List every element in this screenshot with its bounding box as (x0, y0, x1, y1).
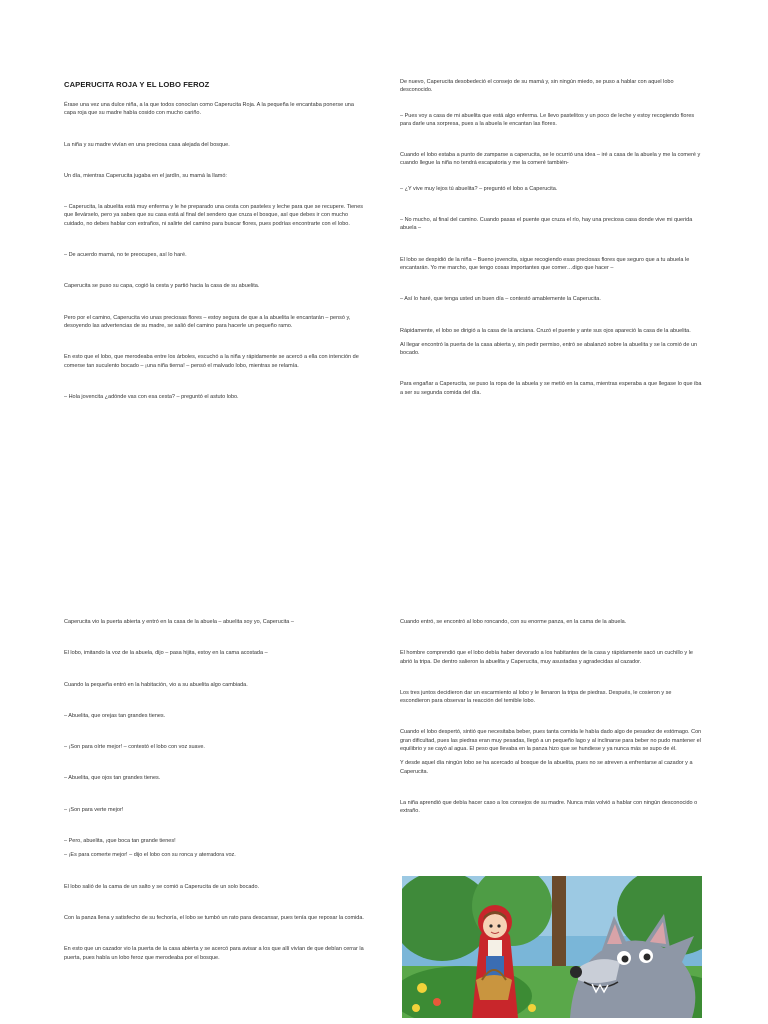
paragraph: Para engañar a Caperucita, se puso la ropa de la abuela y se metió en la cama, mientras esperaba a que llegase lo que iba a ser su segunda comida del día. (400, 381, 702, 396)
paragraph: – ¡Son para oírte mejor! – contestó el lobo con voz suave. (64, 744, 205, 751)
paragraph: Un día, mientras Caperucita jugaba en el jardín, su mamá la llamó: (64, 172, 227, 179)
page1-right-column (400, 78, 702, 397)
red-riding-hood-and-wolf-illustration-icon (402, 876, 702, 1018)
paragraph: El lobo salió de la cama de un salto y se comió a Caperucita de un solo bocado. (64, 883, 260, 890)
paragraph: – Caperucita, la abuelita está muy enferma y le he preparado una cesta con pasteles y leche para que se recupere. Tienes que llevárselo, pero ya sabes que su casa está al final del sendero que cruza el bosque, así que debes ir con mucho cuidado, no debes hablar con extraños, ni salirte del camino para buscar flores, pues podrías encontrarte con el lobo. (64, 204, 364, 227)
paragraph: – Hola jovencita ¿adónde vas con esa cesta? – preguntó el astuto lobo. (64, 393, 239, 400)
paragraph: Los tres juntos decidieron dar un escarmiento al lobo y le llenaron la tripa de piedras. Después, le cosieron y se escondieron para observar la reacción del temible lobo. (400, 689, 672, 705)
page2-left-column (64, 618, 366, 962)
paragraph: En esto que el lobo, que merodeaba entre los árboles, escuchó a la niña y rápidamente se acercó a ella con intención de comerse tan suculento bocado – ¡una niña tierna! – pensó el malvado lobo, mientras se relamía. (64, 354, 359, 369)
document-title: CAPERUCITA ROJA Y EL LOBO FEROZ (64, 80, 210, 89)
paragraph: Cuando el lobo estaba a punto de zamparse a caperucita, se le ocurrió una idea – iré a casa de la abuela y me la comeré y cuando llegue la niña no tendrá escapatoria y me la comeré también- (400, 152, 701, 167)
paragraph: Pero por el camino, Caperucita vio unas preciosas flores – estoy segura de que a la abuelita le encantarán – pensó y, desoyendo las advertencias de su madre, se salió del camino para hacerle un pequeño ramo. (64, 314, 351, 329)
paragraph: – ¡Son para verte mejor! (64, 806, 124, 813)
paragraph: Cuando el lobo despertó, sintió que necesitaba beber, pues tanta comida le había dado algo de pesadez de estómago. Con gran dificultad, pues las piedras eran muy pesadas, llegó a un pequeño lago y al inclinarse para beber no pudo mantener el equilibrio y se cayó al agua. El peso que llevaba en la panza hizo que se hundiese y ya nunca más se supo de él. (400, 729, 702, 753)
paragraph: – Abuelita, que ojos tan grandes tienes. (64, 775, 161, 782)
paragraph: – Así lo haré, que tenga usted un buen día – contestó amablemente la Caperucita. (400, 296, 601, 303)
paragraph: La niña aprendió que debía hacer caso a los consejos de su madre. Nunca más volvió a hablar con ningún desconocido o extraño. (400, 799, 698, 815)
paragraph: – ¡Es para comerte mejor! – dijo el lobo con su ronca y aterradora voz. (64, 852, 236, 859)
paragraph: Érase una vez una dulce niña, a la que todos conocían como Caperucita Roja. A la pequeña le encantaba ponerse una capa roja que su madre había cosido con mucho cariño. (64, 102, 354, 117)
paragraph: – De acuerdo mamá, no te preocupes, así lo haré. (64, 252, 187, 259)
paragraph: En esto que un cazador vio la puerta de la casa abierta y se acercó para avisar a los que allí vivían de que debían cerrar la puerta, pues había un lobo feroz que merodeaba por el bosque. (64, 946, 364, 961)
paragraph: – Pues voy a casa de mi abuelita que está algo enferma. Le llevo pastelitos y un poco de leche y estoy recogiendo flores para darle una sorpresa, pues a la abuela le encantan las flores. (400, 112, 695, 127)
paragraph: – Abuelita, que orejas tan grandes tienes. (64, 712, 166, 719)
paragraph: La niña y su madre vivían en una preciosa casa alejada del bosque. (64, 141, 230, 148)
page1-left-column (64, 78, 366, 401)
paragraph: El lobo, imitando la voz de la abuela, dijo – pasa hijita, estoy en la cama acostada – (64, 650, 268, 657)
paragraph: Y desde aquel día ningún lobo se ha acercado al bosque de la abuelita, pues no se atreven a enfrentarse al cazador y a Caperucita. (400, 760, 693, 775)
paragraph: Caperucita vio la puerta abierta y entró en la casa de la abuela – abuelita soy yo, Caperucita – (64, 619, 294, 625)
paragraph: – Pero, abuelita, ¡que boca tan grande tienes! (64, 838, 176, 845)
paragraph: Rápidamente, el lobo se dirigió a la casa de la anciana. Cruzó el puente y ante sus ojos apareció la casa de la abuelita. (400, 327, 691, 334)
page2-right-column (400, 618, 702, 816)
paragraph: Cuando la pequeña entró en la habitación, vio a su abuelita algo cambiada. (64, 681, 248, 688)
paragraph: Caperucita se puso su capa, cogió la cesta y partió hacia la casa de su abuelita. (64, 283, 260, 290)
paragraph: – No mucho, al final del camino. Cuando pasas el puente que cruza el río, hay una preciosa casa donde vive mi querida abuela – (400, 217, 693, 232)
paragraph: Con la panza llena y satisfecho de su fechoría, el lobo se tumbó un rato para descansar, pues tenía que reposar la comida. (64, 914, 364, 921)
paragraph: – ¿Y vive muy lejos tú abuelita? – preguntó el lobo a Caperucita. (400, 185, 558, 192)
paragraph: Al llegar encontró la puerta de la casa abierta y, sin pedir permiso, entró se abalanzó sobre la abuelita y se la comió de un bocado. (400, 341, 698, 357)
paragraph: El hombre comprendió que el lobo debía haber devorado a los habitantes de la casa y rápidamente sacó un cuchillo y le abrió la tripa. De dentro salieron la abuelita y Caperucita, muy asustadas y agradecidas al cazador. (400, 650, 693, 665)
paragraph: El lobo se despidió de la niña – Bueno jovencita, sigue recogiendo esas preciosas flores que seguro que a tu abuela le encantarán. Yo me marcho, que tengo cosas importantes que comer…digo que hacer – (400, 256, 690, 271)
paragraph: Cuando entró, se encontró al lobo roncando, con su enorme panza, en la cama de la abuela. (400, 619, 627, 625)
paragraph: De nuevo, Caperucita desobedeció el consejo de su mamá y, sin ningún miedo, se puso a hablar con aquel lobo desconocido. (400, 79, 674, 94)
